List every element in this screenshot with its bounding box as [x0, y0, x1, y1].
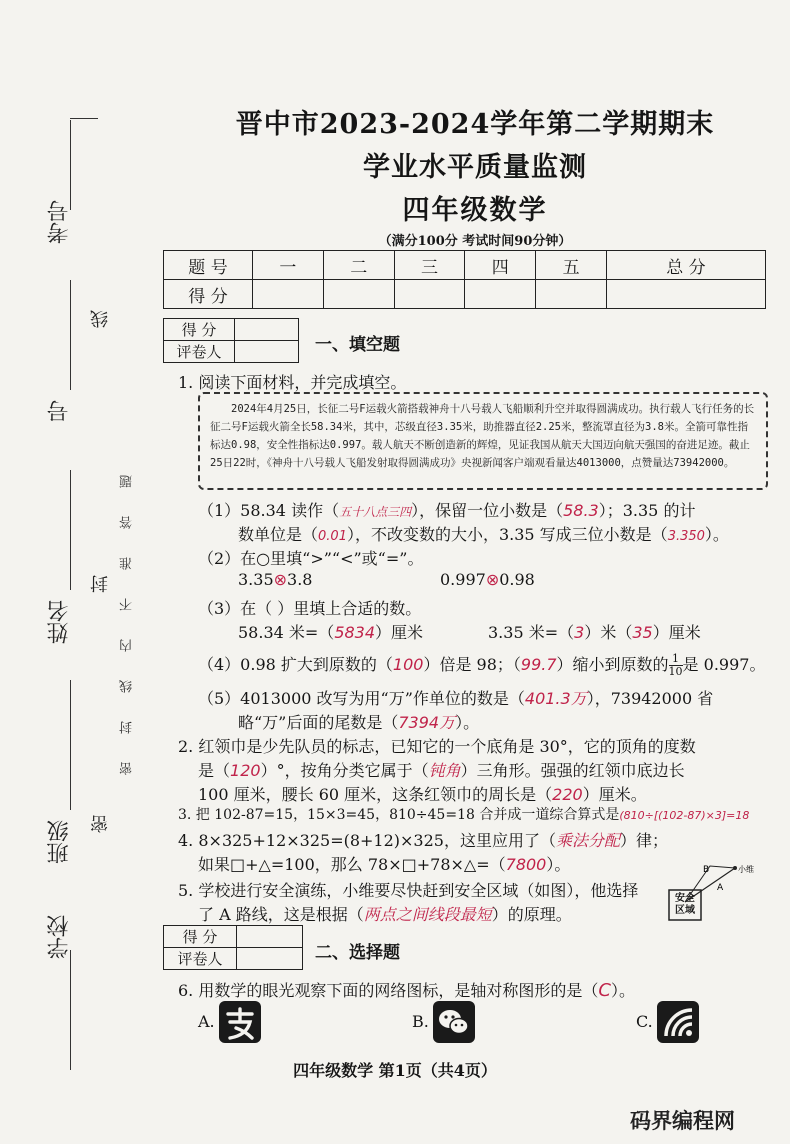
exam-no-label: 考号	[47, 200, 72, 244]
score-cell[interactable]	[253, 280, 324, 309]
q3	[178, 804, 749, 824]
q1-2-compare-b	[440, 570, 535, 589]
score-cell[interactable]	[323, 280, 394, 309]
score-cell[interactable]	[465, 280, 536, 309]
q1-4-text: 是 0.997。	[682, 655, 766, 674]
q6-text: ）。	[610, 981, 635, 1000]
q1-4-answer-number[interactable]: 99.7	[520, 655, 557, 674]
score-table-header-cell: 题 号	[164, 251, 253, 280]
q1-2a-left: 3.35	[238, 570, 274, 589]
watermark-text: 码界编程网	[630, 1109, 735, 1133]
q1-4-text: （4）0.98 扩大到原数的（	[198, 655, 393, 674]
q3-text: 3. 把 102-87=15，15×3=45，810÷45=18 合并成一道综合算式是	[178, 807, 620, 823]
score-cell[interactable]	[394, 280, 465, 309]
q2-text: ）°，按角分类它属于（	[260, 761, 429, 780]
score-cell[interactable]	[606, 280, 765, 309]
class-label: 班级	[47, 820, 72, 864]
q4-line2	[198, 852, 570, 875]
q1-3a-answer[interactable]: 5834	[334, 623, 376, 642]
wifi-icon[interactable]	[656, 1000, 700, 1044]
grader-score-label: 得 分	[164, 926, 237, 948]
q1-2-compare-a	[238, 570, 312, 589]
q1-2b-answer[interactable]: ⊗	[485, 570, 500, 589]
title-line-2: 学业水平质量监测	[363, 152, 587, 183]
q1-1-text: （1）58.34 读作（	[198, 501, 340, 520]
q1-3b-text: 3.35 米=（	[488, 623, 575, 642]
score-table-header-cell: 二	[323, 251, 394, 280]
exam-no-line	[70, 120, 71, 210]
q1-1-text: ），保留一位小数是（	[411, 501, 564, 520]
wechat-icon[interactable]	[432, 1000, 476, 1044]
page-footer: 四年级数学 第1页（共4页）	[293, 1061, 497, 1080]
q1-3b-answer-cm[interactable]: 35	[632, 623, 653, 642]
q2-line2	[198, 758, 685, 781]
q1-1-text: 数单位是（	[238, 525, 319, 544]
sealed-label: 密	[90, 815, 111, 833]
q5-answer[interactable]: 两点之间线段最短	[363, 905, 492, 924]
option-a-label: A.	[198, 1012, 215, 1031]
title-line-3: 四年级数学	[402, 195, 548, 226]
q1-2b-left: 0.997	[440, 570, 486, 589]
q1-5-line1	[198, 686, 713, 709]
q1-2a-answer[interactable]: ⊗	[273, 570, 288, 589]
q2-text: ）厘米。	[582, 785, 647, 804]
q6	[178, 978, 635, 1001]
fraction-denominator: 10	[668, 665, 683, 678]
q1-1-text: ）；3.35 的计	[598, 501, 696, 520]
figure-label-xiaowei: 小维	[738, 865, 754, 874]
score-table-header-cell: 一	[253, 251, 324, 280]
q1-5-text: （5）4013000 改写为用“万”作单位的数是（	[198, 689, 525, 708]
q4-text: 如果□+△=100，那么 78×□+78×△=（	[198, 855, 506, 874]
q1-5-answer-wan[interactable]: 401.3万	[524, 689, 587, 708]
q1-5-answer-omit[interactable]: 7394万	[398, 713, 456, 732]
reading-passage: 2024年4月25日，长征二号F运载火箭搭载神舟十八号载人飞船顺利升空并取得圆满成功。执行载人飞行任务的长征二号F运载火箭全长58.34米，其中，芯级直径3.35米，助推器直径2.25米，整流罩直径为3.8米。全箭可靠性指标达0.98，安全性指标达0.997。载人航天不断创造新的辉煌，见证我国从航天大国迈向航天强国的奋进足迹。截止25日22时，《神舟十八号载人飞船发射取得圆满成功》央视新闻客户端观看量达4013000，点赞量达73942000。	[198, 392, 768, 490]
grader-box-2	[163, 925, 303, 970]
q1-3b-text-mid: ）米（	[584, 623, 633, 642]
q1-1-answer-three-decimal[interactable]: 3.350	[667, 529, 705, 544]
q1-2b-right: 0.98	[499, 570, 535, 589]
q5-text: ）的原理。	[491, 905, 572, 924]
title-line-1: 晋中市2023-2024学年第二学期期末	[235, 109, 715, 140]
q2-text: 100 厘米，腰长 60 厘米，这条红领巾的周长是（	[198, 785, 553, 804]
q1-1-answer-reading[interactable]: 五十八点三四	[339, 505, 412, 519]
score-table-header-cell: 三	[394, 251, 465, 280]
q1-2-prompt: （2）在○里填“>”“<”或“=”。	[198, 549, 424, 568]
fraction-numerator: 1	[669, 653, 683, 666]
grader-score-cell[interactable]	[237, 926, 303, 948]
q1-1-line1	[198, 498, 695, 521]
q2-line3	[198, 782, 647, 805]
q4-text: ）。	[546, 855, 571, 874]
score-table-header-cell: 五	[536, 251, 607, 280]
q1-1-text: ）。	[704, 525, 729, 544]
q1-5-text: ）。	[455, 713, 480, 732]
q2-answer-angle[interactable]: 120	[230, 761, 261, 780]
q2-text: 是（	[198, 761, 231, 780]
score-table-row-label: 得 分	[164, 280, 253, 309]
grader-box-1	[163, 318, 299, 363]
start-point	[733, 866, 737, 870]
q4-answer-law[interactable]: 乘法分配	[555, 831, 620, 850]
q1-1-answer-unit[interactable]: 0.01	[318, 529, 347, 544]
q1-4-text: ）缩小到原数的	[556, 655, 669, 674]
option-b-label: B.	[412, 1012, 429, 1031]
q1-5-text: 略“万”后面的尾数是（	[238, 713, 399, 732]
q1-3a-text-end: ）厘米	[375, 623, 424, 642]
binding-mark	[70, 118, 98, 119]
q2-line1: 2. 红领巾是少先队员的标志，已知它的一个底角是 30°，它的顶角的度数	[178, 737, 696, 756]
q1-3b-text-end: ）厘米	[652, 623, 701, 642]
option-c-label: C.	[636, 1012, 653, 1031]
q1-4-text: ）倍是 98；（	[423, 655, 521, 674]
exam-info: （满分100分 考试时间90分钟）	[378, 234, 572, 249]
seat-no-line	[70, 280, 71, 390]
q1-3b-answer-m[interactable]: 3	[574, 623, 585, 642]
q1-3a-text: 58.34 米=（	[238, 623, 335, 642]
q1-4	[198, 652, 765, 678]
grader-name-cell[interactable]	[237, 948, 303, 970]
q5-text: 了 A 路线，这是根据（	[198, 905, 364, 924]
q2-text: ）三角形。强强的红领巾底边长	[460, 761, 685, 780]
q5-line1: 5. 学校进行安全演练，小维要尽快赶到安全区域（如图），他选择	[178, 881, 639, 900]
section-2-heading: 二、选择题	[315, 943, 400, 963]
score-cell[interactable]	[536, 280, 607, 309]
class-line	[70, 680, 71, 810]
grader-score-cell[interactable]	[235, 319, 299, 341]
seal-line-label: 线	[90, 310, 111, 328]
grader-name-label: 评卷人	[164, 341, 235, 363]
q2-answer-perimeter[interactable]: 220	[552, 785, 583, 804]
safe-zone-label: 安全区域	[675, 893, 695, 916]
q6-answer[interactable]: C	[598, 980, 611, 1001]
figure-label-a: A	[717, 883, 724, 893]
grader-score-label: 得 分	[164, 319, 235, 341]
q4-answer-value[interactable]: 7800	[505, 855, 547, 874]
seal-notice: 密封线内不准答题	[120, 447, 135, 775]
q1-5-line2	[238, 710, 479, 733]
q4-line1	[178, 828, 668, 851]
score-table	[163, 250, 766, 309]
q5-line2	[198, 902, 572, 925]
q4-text: ）律；	[620, 831, 669, 850]
q1-1-answer-round[interactable]: 58.3	[563, 501, 599, 520]
q1-1-text: ），不改变数的大小，3.35 写成三位小数是（	[346, 525, 668, 544]
score-table-header-cell: 四	[465, 251, 536, 280]
school-label: 学校	[47, 915, 72, 959]
school-line	[70, 950, 71, 1070]
alipay-icon[interactable]	[218, 1000, 262, 1044]
fraction-one-tenth	[669, 653, 683, 678]
question-1-prompt: 1. 阅读下面材料，并完成填空。	[178, 373, 407, 392]
name-label: 姓名	[47, 600, 72, 644]
figure-label-b: B	[703, 865, 710, 875]
name-line	[70, 470, 71, 590]
q1-3-b	[488, 620, 701, 643]
score-table-header-cell: 总 分	[606, 251, 765, 280]
grader-name-cell[interactable]	[235, 341, 299, 363]
seal-label: 封	[90, 575, 111, 593]
section-1-heading: 一、填空题	[315, 335, 400, 355]
seat-no-label: 号	[47, 400, 72, 422]
q2-answer-type[interactable]: 钝角	[428, 761, 461, 780]
q3-answer[interactable]: (810÷[(102-87)×3]=18	[619, 809, 750, 822]
q1-1-line2	[238, 522, 729, 545]
q1-3-prompt: （3）在（ ）里填上合适的数。	[198, 599, 422, 618]
grader-name-label: 评卷人	[164, 948, 237, 970]
q1-2a-right: 3.8	[287, 570, 313, 589]
q1-3-a	[238, 620, 423, 643]
q4-text: 4. 8×325+12×325=(8+12)×325，这里应用了（	[178, 831, 556, 850]
q1-4-answer-times[interactable]: 100	[392, 655, 424, 674]
q6-text: 6. 用数学的眼光观察下面的网络图标，是轴对称图形的是（	[178, 981, 599, 1000]
q1-5-text: ），73942000 省	[586, 689, 714, 708]
